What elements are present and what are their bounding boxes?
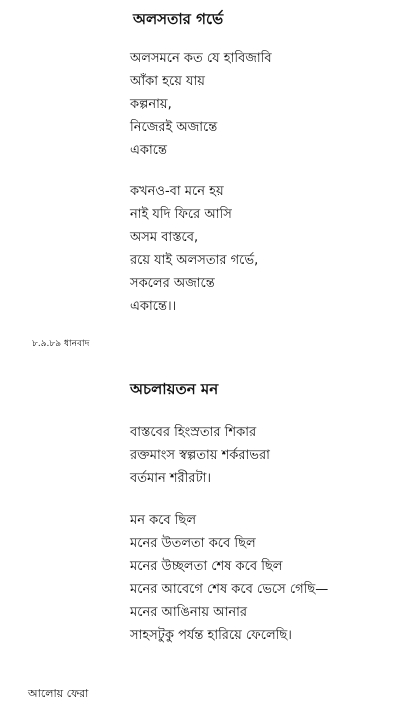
- poem-1-line: কল্পনায়,: [130, 97, 172, 112]
- poem-1-line: নিজেরই অজান্তে: [130, 120, 218, 135]
- book-title-footer: আলোয় ফেরা: [28, 687, 89, 700]
- poem-1-line: কখনও-বা মনে হয়: [130, 184, 224, 199]
- poem-2-line: মনের উচ্ছলতা শেষ কবে ছিল: [130, 559, 283, 574]
- poem-1-line: একান্তে: [130, 143, 167, 158]
- poem-2-line: মনের আবেগে শেষ কবে ভেসে গেছি—: [130, 582, 329, 597]
- poem-2-line: বর্তমান শরীরটা।: [130, 471, 212, 486]
- poem-1-line: আঁকা হয়ে যায়: [130, 74, 205, 89]
- poem-2-line: রক্তমাংস স্বল্পতায় শর্করাভরা: [130, 448, 270, 463]
- poem-2-line: সাহসটুকু পর্যন্ত হারিয়ে ফেলেছি।: [130, 628, 292, 643]
- poem-2-line: মন কবে ছিল: [130, 513, 197, 528]
- poem-1-title: অলসতার গর্ভে: [133, 10, 224, 28]
- poem-1-line: নাই যদি ফিরে আসি: [130, 207, 232, 222]
- poem-1-line: রয়ে যাই অলসতার গর্ভে,: [130, 253, 259, 268]
- poem-2-title: অচলায়তন মন: [130, 380, 219, 398]
- poem-2-line: মনের আঙিনায় আনার: [130, 605, 248, 620]
- poem-1-dateline: ৮.৯.৮৯ ধানবাদ: [32, 339, 90, 349]
- poem-2-line: মনের উতলতা কবে ছিল: [130, 536, 256, 551]
- poem-1-line: অলসমনে কত যে হাবিজাবি: [130, 51, 272, 66]
- poem-2-line: বাস্তবের হিংস্রতার শিকার: [130, 425, 257, 440]
- poem-1-line: একান্তে।।: [130, 299, 177, 314]
- poem-1-line: সকলের অজান্তে: [130, 276, 215, 291]
- poem-1-line: অসম বাস্তবে,: [130, 230, 199, 245]
